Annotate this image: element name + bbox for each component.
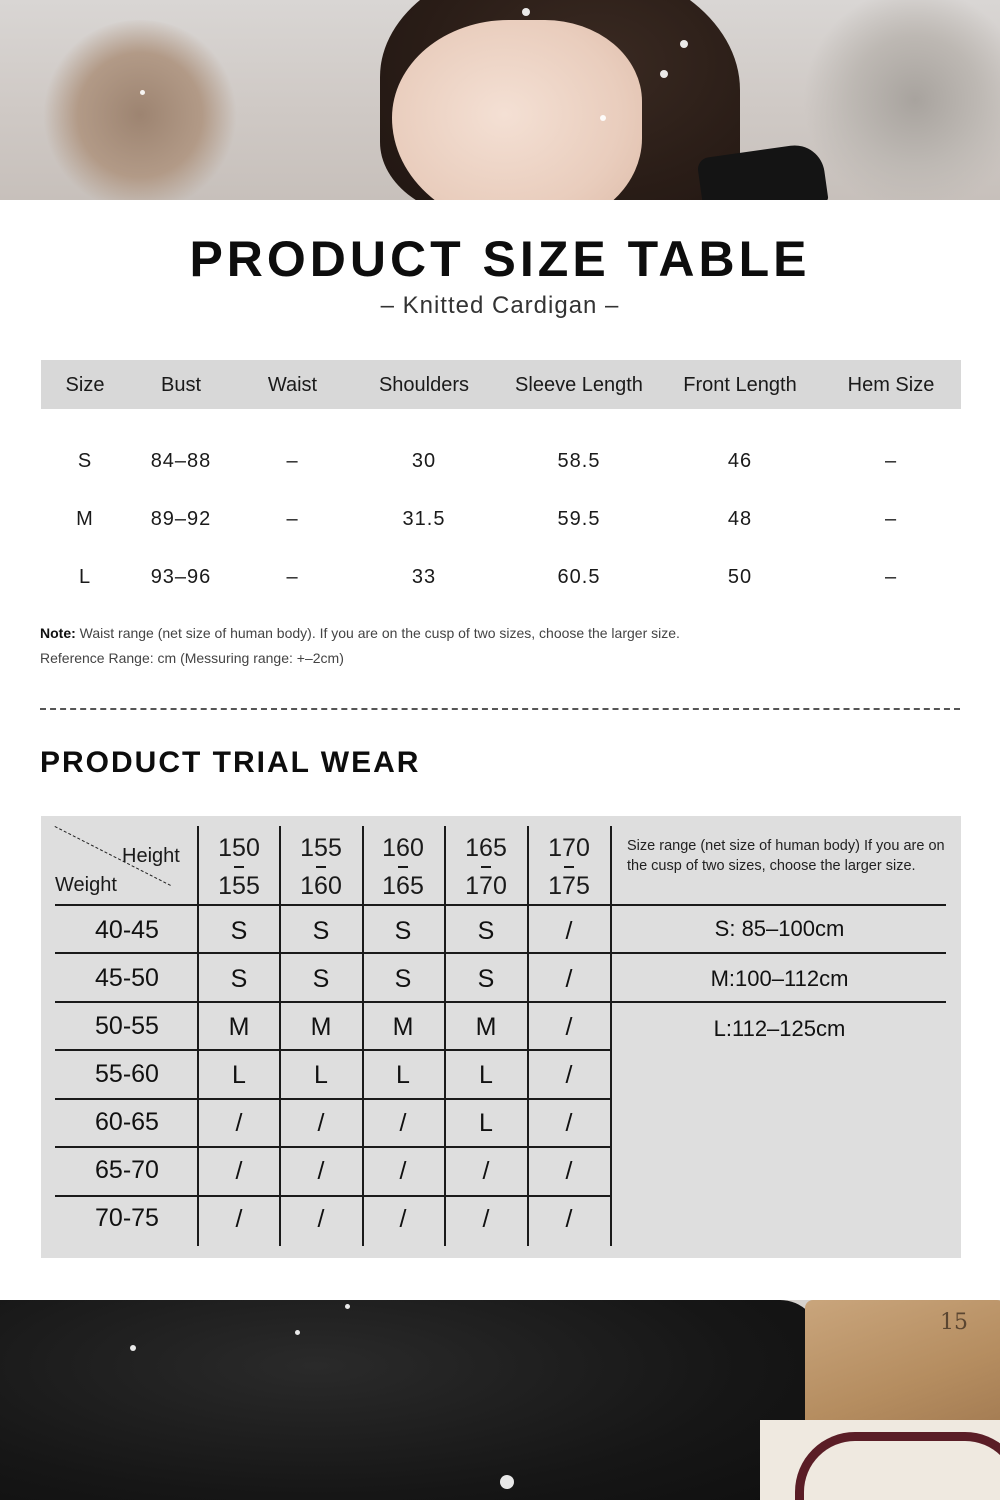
size-recommendation: S: [312, 965, 330, 993]
range-to: 175: [548, 871, 590, 900]
paper-bag: [805, 1300, 1000, 1430]
size-recommendation: /: [399, 1109, 407, 1137]
size-table-header: [41, 360, 961, 409]
range-to: 155: [218, 871, 260, 900]
size-recommendation: /: [399, 1205, 407, 1233]
shoulders-cell: 31.5: [402, 508, 446, 530]
size-recommendation: S: [230, 965, 248, 993]
bag-print: 15: [940, 1310, 968, 1335]
size-row: [41, 442, 961, 482]
size-recommendation: S: [477, 965, 495, 993]
size-recommendation: /: [565, 1157, 573, 1185]
hem-cell: –: [884, 450, 898, 472]
waist-cell: –: [286, 566, 299, 588]
page-title: PRODUCT SIZE TABLE: [189, 231, 811, 287]
height-range: [445, 830, 527, 905]
height-range: [528, 830, 610, 905]
size-row: [41, 500, 961, 540]
black-coat: [0, 1300, 820, 1500]
shoulders-cell: 30: [411, 450, 437, 472]
range-from: 150: [218, 834, 260, 862]
size-range-l: L:112–125cm: [713, 1016, 846, 1041]
size-recommendation: M: [228, 1013, 250, 1041]
range-separator: [316, 866, 326, 868]
snowflake: [130, 1345, 136, 1351]
size-cell: M: [76, 508, 94, 530]
size-recommendation: /: [565, 1205, 573, 1233]
header-waist: Waist: [267, 374, 318, 396]
size-range-m: M:100–112cm: [710, 966, 849, 991]
range-to: 170: [465, 871, 507, 900]
size-recommendation: /: [565, 1013, 573, 1041]
size-recommendation: /: [565, 917, 573, 945]
note-text: Waist range (net size of human body). If you are on the cusp of two sizes, choose the larger size.: [75, 625, 680, 641]
size-recommendation: S: [312, 917, 330, 945]
snowflake: [345, 1304, 350, 1309]
height-range: [362, 830, 444, 905]
range-from: 165: [465, 834, 507, 862]
size-recommendation: /: [482, 1157, 490, 1185]
bag-handle: [795, 1432, 1000, 1500]
range-from: 155: [300, 834, 342, 862]
weight-range: 45-50: [95, 964, 159, 992]
size-cell: S: [77, 450, 93, 472]
size-note: [40, 625, 680, 641]
range-from: 170: [548, 834, 590, 862]
model-face: [392, 20, 642, 200]
range-separator: [398, 866, 408, 868]
size-recommendation: M: [310, 1013, 332, 1041]
size-recommendation: S: [394, 965, 412, 993]
range-separator: [564, 866, 574, 868]
bust-cell: 84–88: [150, 450, 212, 472]
table-divider: [55, 1195, 611, 1197]
range-from: 160: [382, 834, 424, 862]
size-recommendation: /: [235, 1205, 243, 1233]
snowflake: [295, 1330, 300, 1335]
size-recommendation: /: [235, 1109, 243, 1137]
size-recommendation: L: [232, 1061, 246, 1089]
table-divider: [55, 952, 946, 954]
size-recommendation: /: [565, 965, 573, 993]
trial-wear-title: PRODUCT TRIAL WEAR: [40, 746, 421, 779]
section-divider: [40, 708, 960, 710]
front-length-cell: 48: [727, 508, 753, 530]
table-divider: [55, 1098, 611, 1100]
height-range: [198, 830, 280, 905]
size-recommendation: /: [317, 1157, 325, 1185]
header-bust: Bust: [160, 374, 202, 396]
weight-range: 50-55: [95, 1012, 159, 1040]
top-photo: [0, 0, 1000, 200]
size-recommendation: M: [475, 1013, 497, 1041]
shoulders-cell: 33: [411, 566, 437, 588]
range-separator: [481, 866, 491, 868]
weight-range: 40-45: [95, 916, 159, 944]
range-to: 165: [382, 871, 424, 900]
header-hem-size: Hem Size: [847, 374, 935, 396]
blurred-tree: [800, 0, 1000, 200]
blurred-tree: [40, 20, 240, 200]
size-recommendation: L: [396, 1061, 410, 1089]
size-recommendation: S: [394, 917, 412, 945]
weight-label: Weight: [55, 874, 117, 896]
header-size: Size: [65, 374, 105, 396]
size-recommendation: /: [317, 1109, 325, 1137]
size-recommendation: /: [565, 1109, 573, 1137]
size-recommendation: /: [399, 1157, 407, 1185]
front-length-cell: 50: [727, 566, 753, 588]
size-row: [41, 558, 961, 598]
snowflake: [140, 90, 145, 95]
size-recommendation: /: [317, 1205, 325, 1233]
weight-range: 60-65: [95, 1108, 159, 1136]
header-front-length: Front Length: [683, 374, 797, 396]
waist-cell: –: [286, 450, 299, 472]
size-recommendation: L: [479, 1061, 493, 1089]
snowflake: [522, 8, 530, 16]
size-range-s: S: 85–100cm: [714, 916, 845, 941]
height-range: [280, 830, 362, 905]
snowflake: [660, 70, 668, 78]
hem-cell: –: [884, 508, 898, 530]
table-divider: [55, 1001, 946, 1003]
header-shoulders: Shoulders: [378, 374, 470, 396]
sleeve-cell: 59.5: [557, 508, 601, 530]
snowflake: [680, 40, 688, 48]
range-to: 160: [300, 871, 342, 900]
size-recommendation: S: [230, 917, 248, 945]
reference-range: Reference Range: cm (Messuring range: +–2cm): [40, 650, 344, 666]
size-recommendation: /: [235, 1157, 243, 1185]
hem-cell: –: [884, 566, 898, 588]
sleeve-cell: 58.5: [557, 450, 601, 472]
range-separator: [234, 866, 244, 868]
size-range-note: Size range (net size of human body) If you are on the cusp of two sizes, choose the larger size.: [627, 838, 945, 874]
bust-cell: 93–96: [150, 566, 212, 588]
size-recommendation: L: [314, 1061, 328, 1089]
table-divider: [55, 1146, 611, 1148]
weight-range: 65-70: [95, 1156, 159, 1184]
size-recommendation: M: [392, 1013, 414, 1041]
page-subtitle: – Knitted Cardigan –: [380, 292, 620, 319]
waist-cell: –: [286, 508, 299, 530]
size-recommendation: /: [565, 1061, 573, 1089]
size-cell: L: [78, 566, 92, 588]
size-recommendation: /: [482, 1205, 490, 1233]
snowflake: [500, 1475, 514, 1489]
bust-cell: 89–92: [150, 508, 212, 530]
header-sleeve-length: Sleeve Length: [515, 374, 643, 396]
front-length-cell: 46: [727, 450, 753, 472]
weight-range: 55-60: [95, 1060, 159, 1088]
sleeve-cell: 60.5: [557, 566, 601, 588]
note-label: Note:: [40, 625, 76, 641]
table-divider: [55, 1049, 611, 1051]
snowflake: [600, 115, 606, 121]
weight-range: 70-75: [95, 1204, 159, 1232]
height-label: Height: [122, 845, 180, 867]
size-recommendation: S: [477, 917, 495, 945]
size-recommendation: L: [479, 1109, 493, 1137]
